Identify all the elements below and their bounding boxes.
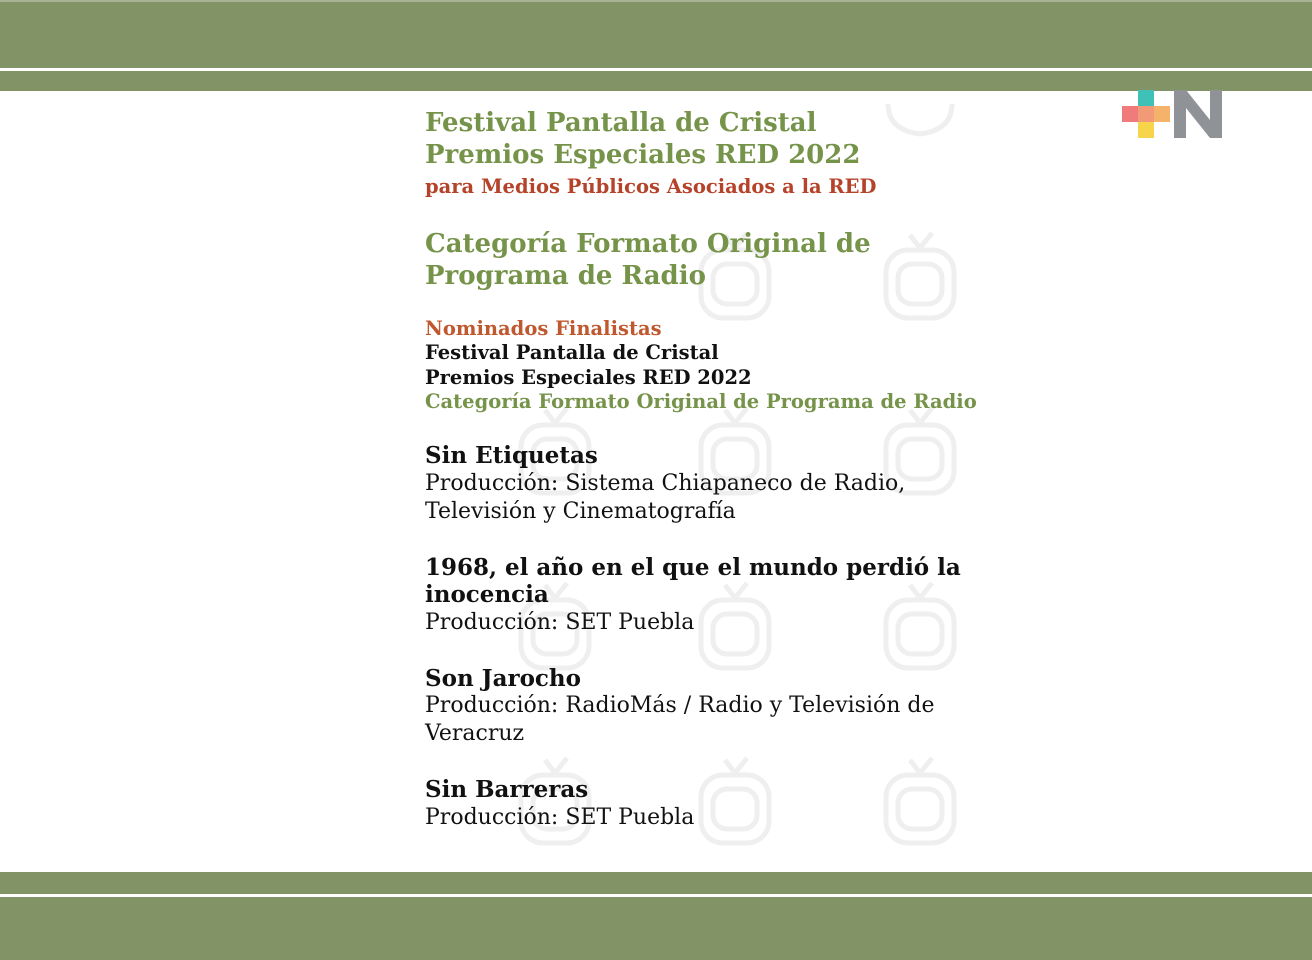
nominee-entry: [425, 665, 1025, 749]
top-band: [0, 2, 1312, 68]
subtitle: para Medios Públicos Asociados a la RED: [425, 175, 877, 198]
logo-n-letter: [1174, 90, 1222, 138]
nominee-title: Sin Barreras: [425, 776, 589, 804]
title-line-1: Festival Pantalla de Cristal: [425, 108, 817, 138]
nominados-line-3: Categoría Formato Original de Programa de Radio: [425, 389, 977, 413]
nominee-title: Son Jarocho: [425, 664, 581, 692]
nominee-production: Televisión y Cinematografía: [425, 498, 736, 524]
bottom-band-stripe: [0, 872, 1312, 894]
nominee-production: Producción: SET Puebla: [425, 804, 695, 830]
nominee-title: 1968, el año en el que el mundo perdió la: [425, 553, 961, 581]
nominee-entry: [425, 442, 1025, 526]
nominados-line-2: Premios Especiales RED 2022: [425, 365, 752, 389]
nominee-entry: [425, 776, 1025, 832]
nominados-block: [425, 317, 1025, 414]
nominee-title: inocencia: [425, 581, 549, 609]
nominee-entry: [425, 554, 1025, 637]
top-band-stripe: [0, 71, 1312, 91]
logo-yellow-square: [1138, 122, 1154, 138]
logo-teal-square: [1138, 90, 1154, 106]
logo-orange-square: [1154, 106, 1170, 122]
nominee-production: Veracruz: [425, 721, 525, 747]
title-line-2: Premios Especiales RED 2022: [425, 140, 861, 170]
nominee-production: Producción: RadioMás / Radio y Televisión de: [425, 693, 935, 719]
nominee-production: Producción: Sistema Chiapaneco de Radio,: [425, 470, 906, 496]
logo-red-square: [1122, 106, 1138, 122]
bottom-band: [0, 897, 1312, 960]
nominados-line-1: Festival Pantalla de Cristal: [425, 341, 719, 365]
nominee-title: Sin Etiquetas: [425, 442, 598, 470]
category-line-1: Categoría Formato Original de: [425, 229, 871, 259]
mas-noticias-logo: [1122, 90, 1222, 140]
logo-center-square: [1138, 106, 1154, 122]
nominados-label: Nominados Finalistas: [425, 317, 662, 340]
nominee-production: Producción: SET Puebla: [425, 609, 695, 635]
category-line-2: Programa de Radio: [425, 261, 706, 291]
article-content: [425, 107, 1025, 832]
